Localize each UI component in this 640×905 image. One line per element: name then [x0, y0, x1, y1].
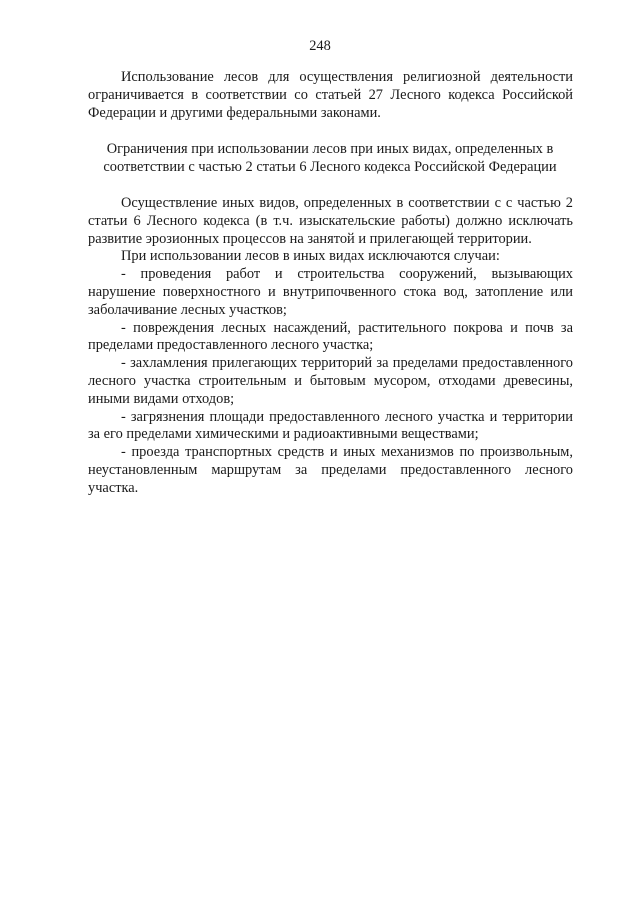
section-heading-line-2: соответствии с частью 2 статьи 6 Лесного кодекса Российской Федерации [103, 158, 557, 175]
body-paragraph: Осуществление иных видов, определенных в соответствии с с частью 2 статьи 6 Лесного кодекса (в т.ч. изыскательские работы) должно исключать развитие эрозионных процессов на занятой и прилегающей территории. [88, 195, 573, 247]
intro-block [88, 69, 573, 122]
list-item: - проведения работ и строительства сооружений, вызывающих нарушение поверхностного и внутрипочвенного стока вод, затопление или заболачивание лесных участков; [88, 266, 573, 318]
page-number: 248 [309, 38, 331, 54]
section-heading-line-1: Ограничения при использовании лесов при иных видах, определенных в [106, 141, 554, 157]
list-item: - захламления прилегающих территорий за пределами предоставленного лесного участка строительным и бытовым мусором, отходами древесины, иными видами отходов; [88, 355, 573, 407]
body-block [88, 195, 573, 498]
intro-paragraph: Использование лесов для осуществления религиозной деятельности ограничивается в соответствии со статьей 27 Лесного кодекса Российской Федерации и другими федеральными законами. [88, 69, 573, 121]
list-item: - проезда транспортных средств и иных механизмов по произвольным, неустановленным маршрутам за пределами предоставленного лесного участка. [88, 444, 573, 496]
list-item: - повреждения лесных насаждений, растительного покрова и почв за пределами предоставленного лесного участка; [88, 319, 573, 354]
list-intro: При использовании лесов в иных видах исключаются случаи: [121, 248, 500, 265]
list-item: - загрязнения площади предоставленного лесного участка и территории за его пределами химическими и радиоактивными веществами; [88, 408, 573, 443]
section-heading [60, 141, 600, 177]
